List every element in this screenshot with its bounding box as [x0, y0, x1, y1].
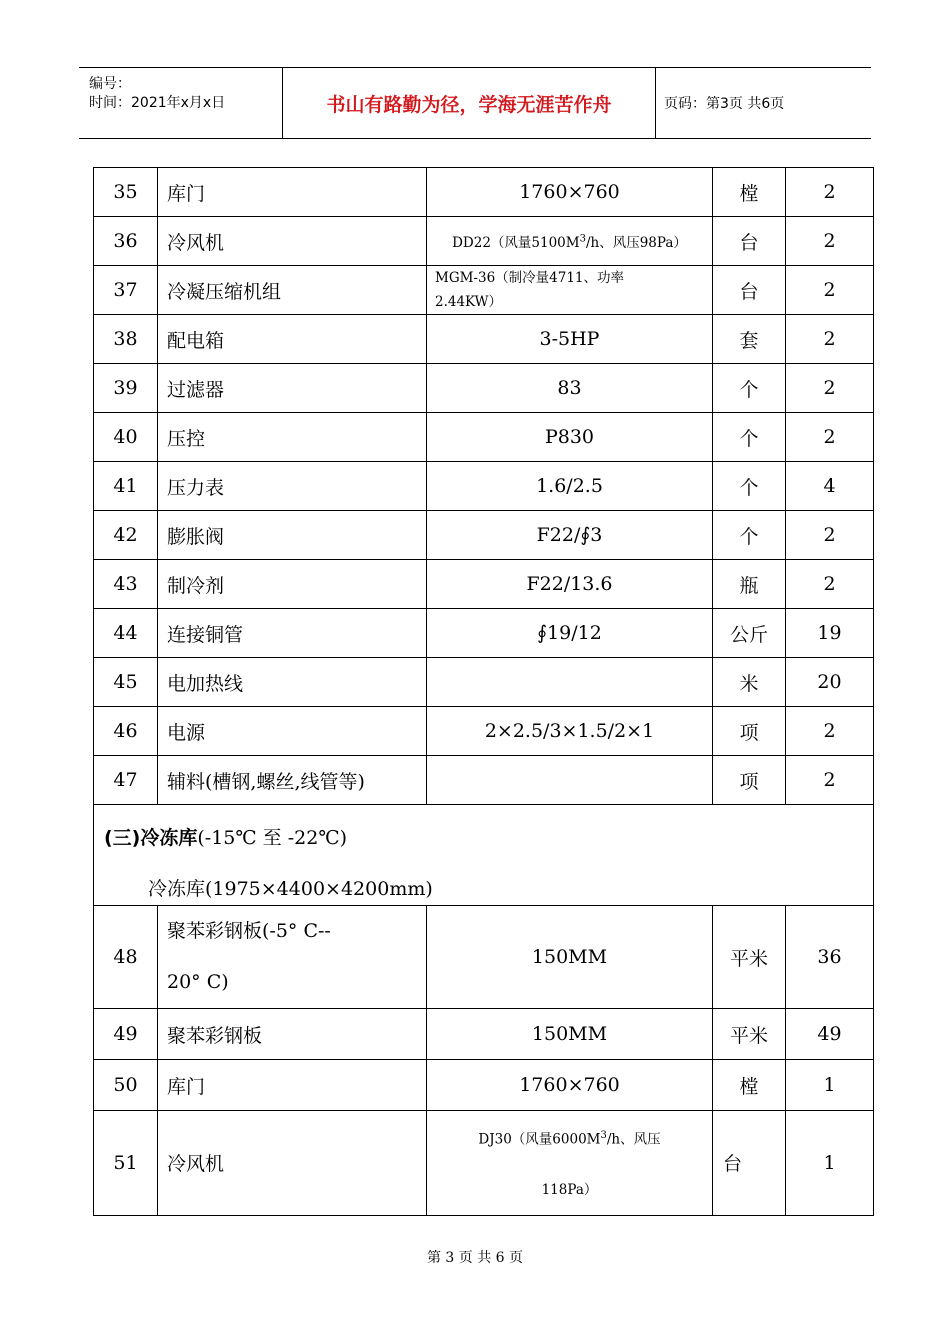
item-name: 过滤器	[158, 364, 427, 413]
item-spec: 150MM	[427, 906, 713, 1009]
item-qty: 4	[786, 462, 874, 511]
spec-superscript: 3	[600, 1130, 607, 1141]
row-number: 41	[94, 462, 158, 511]
item-qty: 2	[786, 315, 874, 364]
item-spec: 1760×760	[427, 1060, 713, 1111]
table-row	[94, 1060, 874, 1111]
item-qty: 2	[786, 707, 874, 756]
page-header	[79, 67, 871, 139]
row-number: 45	[94, 658, 158, 707]
item-qty: 1	[786, 1060, 874, 1111]
item-spec	[427, 217, 713, 266]
section-title	[104, 823, 873, 850]
table-row	[94, 168, 874, 217]
item-qty: 2	[786, 560, 874, 609]
equipment-table	[93, 167, 874, 1216]
item-unit: 项	[713, 707, 786, 756]
item-qty: 2	[786, 217, 874, 266]
row-number: 48	[94, 906, 158, 1009]
row-number: 46	[94, 707, 158, 756]
item-spec: 1760×760	[427, 168, 713, 217]
item-unit: 平米	[713, 906, 786, 1009]
item-qty: 1	[786, 1111, 874, 1216]
item-name: 库门	[158, 168, 427, 217]
item-unit: 个	[713, 462, 786, 511]
item-unit: 樘	[713, 168, 786, 217]
table-row	[94, 1111, 874, 1216]
table-row	[94, 658, 874, 707]
item-spec	[427, 756, 713, 805]
section-subtitle: 冷冻库(1975×4400×4200mm)	[148, 878, 433, 900]
item-name: 电加热线	[158, 658, 427, 707]
table-row	[94, 266, 874, 315]
item-name: 压控	[158, 413, 427, 462]
page-footer: 第 3 页 共 6 页	[426, 1250, 524, 1266]
item-unit: 樘	[713, 1060, 786, 1111]
item-name: 辅料(槽钢,螺丝,线管等)	[158, 756, 427, 805]
row-number: 47	[94, 756, 158, 805]
item-name: 聚苯彩钢板	[158, 1009, 427, 1060]
item-name: 配电箱	[158, 315, 427, 364]
item-name: 冷风机	[158, 217, 427, 266]
item-name: 库门	[158, 1060, 427, 1111]
item-qty: 2	[786, 364, 874, 413]
item-spec	[427, 1111, 713, 1216]
table-row	[94, 609, 874, 658]
item-name	[158, 906, 427, 1009]
item-spec	[427, 658, 713, 707]
section-title-range: (-15℃ 至 -22℃)	[197, 827, 347, 849]
table-row	[94, 413, 874, 462]
item-unit: 个	[713, 413, 786, 462]
item-unit: 米	[713, 658, 786, 707]
item-qty: 36	[786, 906, 874, 1009]
item-qty: 49	[786, 1009, 874, 1060]
section-header	[94, 805, 874, 906]
row-number: 39	[94, 364, 158, 413]
item-spec: 1.6/2.5	[427, 462, 713, 511]
table-row	[94, 707, 874, 756]
item-name: 电源	[158, 707, 427, 756]
item-spec: 3-5HP	[427, 315, 713, 364]
section-title-bold: (三)冷冻库	[104, 827, 198, 849]
item-name: 制冷剂	[158, 560, 427, 609]
table-row	[94, 462, 874, 511]
item-unit: 平米	[713, 1009, 786, 1060]
item-name: 冷风机	[158, 1111, 427, 1216]
row-number: 38	[94, 315, 158, 364]
row-number: 50	[94, 1060, 158, 1111]
number-label: 编号：	[89, 76, 131, 92]
item-unit: 公斤	[713, 609, 786, 658]
table-row	[94, 364, 874, 413]
row-number: 37	[94, 266, 158, 315]
row-number: 43	[94, 560, 158, 609]
item-unit: 台	[713, 1111, 786, 1216]
item-spec: ∮19/12	[427, 609, 713, 658]
page-info: 页码：第3页 共6页	[664, 96, 785, 112]
item-unit: 台	[713, 217, 786, 266]
item-qty: 2	[786, 168, 874, 217]
item-qty: 2	[786, 511, 874, 560]
spec-line: 118Pa）	[541, 1181, 598, 1198]
item-qty: 2	[786, 266, 874, 315]
item-unit: 个	[713, 511, 786, 560]
spec-line: 2.44KW）	[435, 294, 503, 310]
table-row	[94, 906, 874, 1009]
row-number: 44	[94, 609, 158, 658]
row-number: 35	[94, 168, 158, 217]
item-spec: 150MM	[427, 1009, 713, 1060]
item-name: 膨胀阀	[158, 511, 427, 560]
item-unit: 个	[713, 364, 786, 413]
table-row	[94, 756, 874, 805]
item-qty: 19	[786, 609, 874, 658]
spec-superscript: 3	[579, 233, 586, 245]
spec-text: DD22（风量5100M	[452, 235, 580, 251]
name-line: 20° C)	[167, 971, 229, 993]
item-unit: 瓶	[713, 560, 786, 609]
date-label: 时间：2021年x月x日	[89, 95, 226, 111]
spec-line: MGM-36（制冷量4711、功率	[435, 270, 625, 286]
spec-text: /h、风压	[606, 1131, 661, 1148]
table-row	[94, 560, 874, 609]
item-name: 压力表	[158, 462, 427, 511]
item-spec: F22/∮3	[427, 511, 713, 560]
row-number: 36	[94, 217, 158, 266]
item-qty: 2	[786, 413, 874, 462]
table-row	[94, 511, 874, 560]
item-unit: 项	[713, 756, 786, 805]
item-spec: 83	[427, 364, 713, 413]
item-qty: 2	[786, 756, 874, 805]
row-number: 51	[94, 1111, 158, 1216]
table-row	[94, 1009, 874, 1060]
section-row	[94, 805, 874, 906]
row-number: 42	[94, 511, 158, 560]
item-unit: 台	[713, 266, 786, 315]
spec-line	[427, 1111, 712, 1165]
item-qty: 20	[786, 658, 874, 707]
row-number: 40	[94, 413, 158, 462]
name-line: 聚苯彩钢板(-5° C--	[167, 920, 331, 942]
item-spec	[427, 266, 713, 315]
item-spec: P830	[427, 413, 713, 462]
table-row	[94, 315, 874, 364]
spec-text: DJ30（风量6000M	[478, 1131, 601, 1148]
item-name: 连接铜管	[158, 609, 427, 658]
item-unit: 套	[713, 315, 786, 364]
header-left-cell	[79, 68, 283, 138]
item-spec: 2×2.5/3×1.5/2×1	[427, 707, 713, 756]
row-number: 49	[94, 1009, 158, 1060]
item-name: 冷凝压缩机组	[158, 266, 427, 315]
spec-text: /h、风压98Pa）	[585, 235, 687, 251]
motto: 书山有路勤为径，学海无涯苦作舟	[283, 68, 656, 138]
table-row	[94, 217, 874, 266]
item-spec: F22/13.6	[427, 560, 713, 609]
